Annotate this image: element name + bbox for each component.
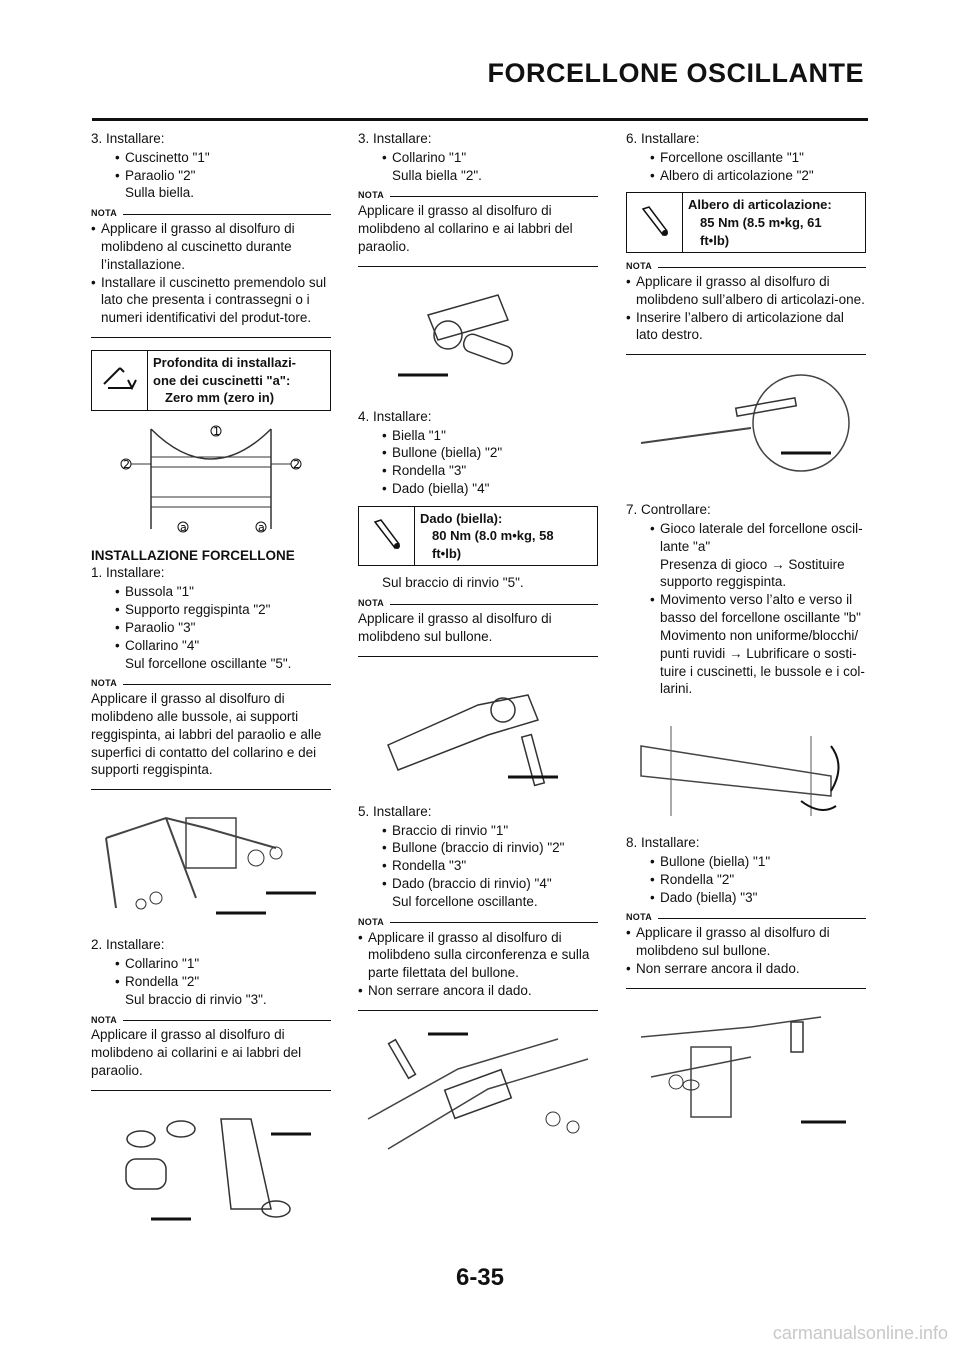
list-item: • Supporto reggispinta "2": [115, 601, 331, 619]
svg-text:a: a: [258, 520, 265, 534]
list-item: • Rondella "3": [382, 462, 598, 480]
nota-bullet: • Non serrare ancora il dado.: [358, 982, 598, 1000]
step-note: Sul braccio di rinvio "5".: [382, 575, 524, 591]
step-1-title: 1. Installare:: [91, 565, 165, 581]
spec-label: one dei cuscinetti "a":: [153, 372, 291, 388]
nota-box: [91, 678, 331, 790]
spec-label: Albero di articolazione:: [688, 197, 832, 213]
svg-text:2: 2: [293, 457, 300, 471]
nota-box: [358, 190, 598, 266]
column-1: [91, 130, 331, 1237]
step-7-title: 7. Controllare:: [626, 502, 711, 518]
step-3-title: 3. Installare:: [358, 131, 432, 146]
nota-box: [91, 208, 331, 338]
spec-label: Profondita di installazi-: [153, 355, 297, 370]
nota-text: Applicare il grasso al disolfuro di molibdeno alle bussole, ai supporti reggispinta, ai labbri del paraolio e alle superfici di contatto del collarino e dei supporti reggispinta.: [91, 691, 322, 778]
list-item: • Rondella "3": [382, 857, 598, 875]
nota-bullet: • Applicare il grasso al disolfuro di molibdeno al cuscinetto durante l’installazione.: [91, 220, 331, 273]
nota-text: Applicare il grasso al disolfuro di molibdeno sul bullone.: [358, 611, 552, 644]
nota-box: [358, 598, 598, 657]
swingarm-parts-figure: [96, 798, 326, 928]
nota-bullet: • Applicare il grasso al disolfuro di molibdeno sull’albero di articolazi-one.: [626, 273, 866, 309]
relay-arm-collars-figure: [101, 1099, 321, 1229]
svg-text:2: 2: [123, 457, 130, 471]
list-item: • Bussola "1": [115, 583, 331, 601]
nota-label: NOTA: [358, 190, 385, 201]
swingarm-play-figure: [631, 706, 861, 826]
connecting-rod-collar-figure: [378, 275, 578, 400]
list-item: • Collarino "1": [115, 955, 331, 973]
nota-bullet: • Inserire l’albero di articolazione dal lato destro.: [626, 309, 866, 345]
list-item: • Paraolio "3": [115, 619, 331, 637]
step-2-title: 2. Installare:: [91, 937, 165, 953]
spec-box: [91, 350, 331, 411]
nota-text: Applicare il grasso al disolfuro di molibdeno al collarino e ai labbri del paraolio.: [358, 203, 573, 254]
spec-value: 80 Nm (8.0 m•kg, 58: [432, 528, 554, 544]
nota-bullet: • Non serrare ancora il dado.: [626, 960, 866, 978]
header-rule: [92, 118, 868, 121]
list-item: • Paraolio "2": [115, 167, 331, 185]
nota-label: NOTA: [626, 912, 653, 923]
nota-text: Applicare il grasso al disolfuro di molibdeno ai collarini e ai labbri del paraolio.: [91, 1027, 302, 1079]
pivot-shaft-figure: [631, 363, 861, 493]
nota-label: NOTA: [91, 678, 118, 689]
column-2: [358, 130, 598, 1167]
page-title: FORCELLONE OSCILLANTE: [487, 58, 864, 88]
step-note: Sul braccio di rinvio "3".: [125, 991, 267, 1007]
bearing-install-figure: [101, 419, 321, 539]
torque-wrench-icon: [627, 193, 683, 252]
list-item: • Movimento verso l’alto e verso il basso del forcellone oscillante "b": [650, 591, 866, 627]
list-item: • Rondella "2": [650, 871, 866, 889]
step-note: Sul forcellone oscillante "5".: [125, 655, 292, 671]
step-6-title: 6. Installare:: [626, 131, 700, 146]
nota-label: NOTA: [358, 598, 385, 609]
nota-label: NOTA: [626, 261, 653, 272]
step-note: Movimento non uniforme/blocchi/ punti ruvidi → Lubrificare o sosti-tuire i cuscinetti, le bussole e i col-larini.: [660, 627, 865, 697]
list-item: • Cuscinetto "1": [115, 149, 331, 167]
column-3: [626, 130, 866, 1145]
list-item: • Bullone (biella) "1": [650, 853, 866, 871]
step-8-title: 8. Installare:: [626, 835, 700, 851]
list-item: • Collarino "4": [115, 637, 331, 655]
spec-value: Zero mm (zero in): [165, 390, 275, 406]
list-item: • Biella "1": [382, 427, 598, 445]
section-heading: INSTALLAZIONE FORCELLONE: [91, 547, 295, 563]
list-item: • Collarino "1": [382, 149, 598, 167]
watermark: carmanualsonline.info: [772, 1323, 948, 1344]
spec-value: ft•lb): [432, 545, 462, 561]
step-note: Sul forcellone oscillante.: [392, 893, 538, 909]
list-item: • Gioco laterale del forcellone oscil-lante "a": [650, 520, 866, 556]
nota-label: NOTA: [91, 208, 118, 219]
page-number: 6-35: [455, 1264, 505, 1291]
list-item: • Bullone (biella) "2": [382, 444, 598, 462]
step-note: Sulla biella.: [125, 185, 195, 201]
list-item: • Dado (biella) "3": [650, 889, 866, 907]
list-item: • Forcellone oscillante "1": [650, 149, 866, 167]
depth-gauge-icon: [92, 351, 148, 410]
nota-label: NOTA: [91, 1014, 118, 1025]
nota-box: [626, 261, 866, 355]
step-4-title: 4. Installare:: [358, 408, 432, 424]
list-item: • Dado (braccio di rinvio) "4": [382, 875, 598, 893]
torque-wrench-icon: [359, 507, 415, 566]
step-note: Presenza di gioco → Sostituire supporto reggispinta.: [660, 556, 845, 590]
nota-bullet: • Applicare il grasso al disolfuro di molibdeno sul bullone.: [626, 924, 866, 960]
svg-text:a: a: [180, 520, 187, 534]
spec-label: Dado (biella):: [420, 510, 503, 526]
step-5-title: 5. Installare:: [358, 803, 432, 819]
step-3-title: 3. Installare:: [91, 131, 165, 146]
nota-bullet: • Installare il cuscinetto premendolo sul lato che presenta i contrassegni o i numeri identificativi del produt-tore.: [91, 274, 331, 327]
list-item: • Albero di articolazione "2": [650, 167, 866, 185]
list-item: • Dado (biella) "4": [382, 480, 598, 498]
nota-box: [358, 917, 598, 1011]
list-item: • Bullone (braccio di rinvio) "2": [382, 839, 598, 857]
connecting-rod-bolt-figure: [368, 665, 588, 795]
spec-value: 85 Nm (8.5 m•kg, 61: [700, 214, 822, 230]
list-item: • Rondella "2": [115, 973, 331, 991]
list-item: • Braccio di rinvio "1": [382, 822, 598, 840]
nota-box: [626, 912, 866, 988]
nota-box: [91, 1015, 331, 1091]
connecting-rod-bolt-install-figure: [631, 997, 861, 1137]
svg-text:1: 1: [213, 424, 220, 438]
spec-box: [358, 506, 598, 567]
step-note: Sulla biella "2".: [392, 167, 482, 183]
nota-bullet: • Applicare il grasso al disolfuro di molibdeno sulla circonferenza e sulla parte filettata del bullone.: [358, 929, 598, 982]
relay-arm-install-figure: [358, 1019, 598, 1159]
nota-label: NOTA: [358, 916, 385, 927]
spec-box: [626, 192, 866, 253]
spec-value: ft•lb): [700, 232, 730, 248]
